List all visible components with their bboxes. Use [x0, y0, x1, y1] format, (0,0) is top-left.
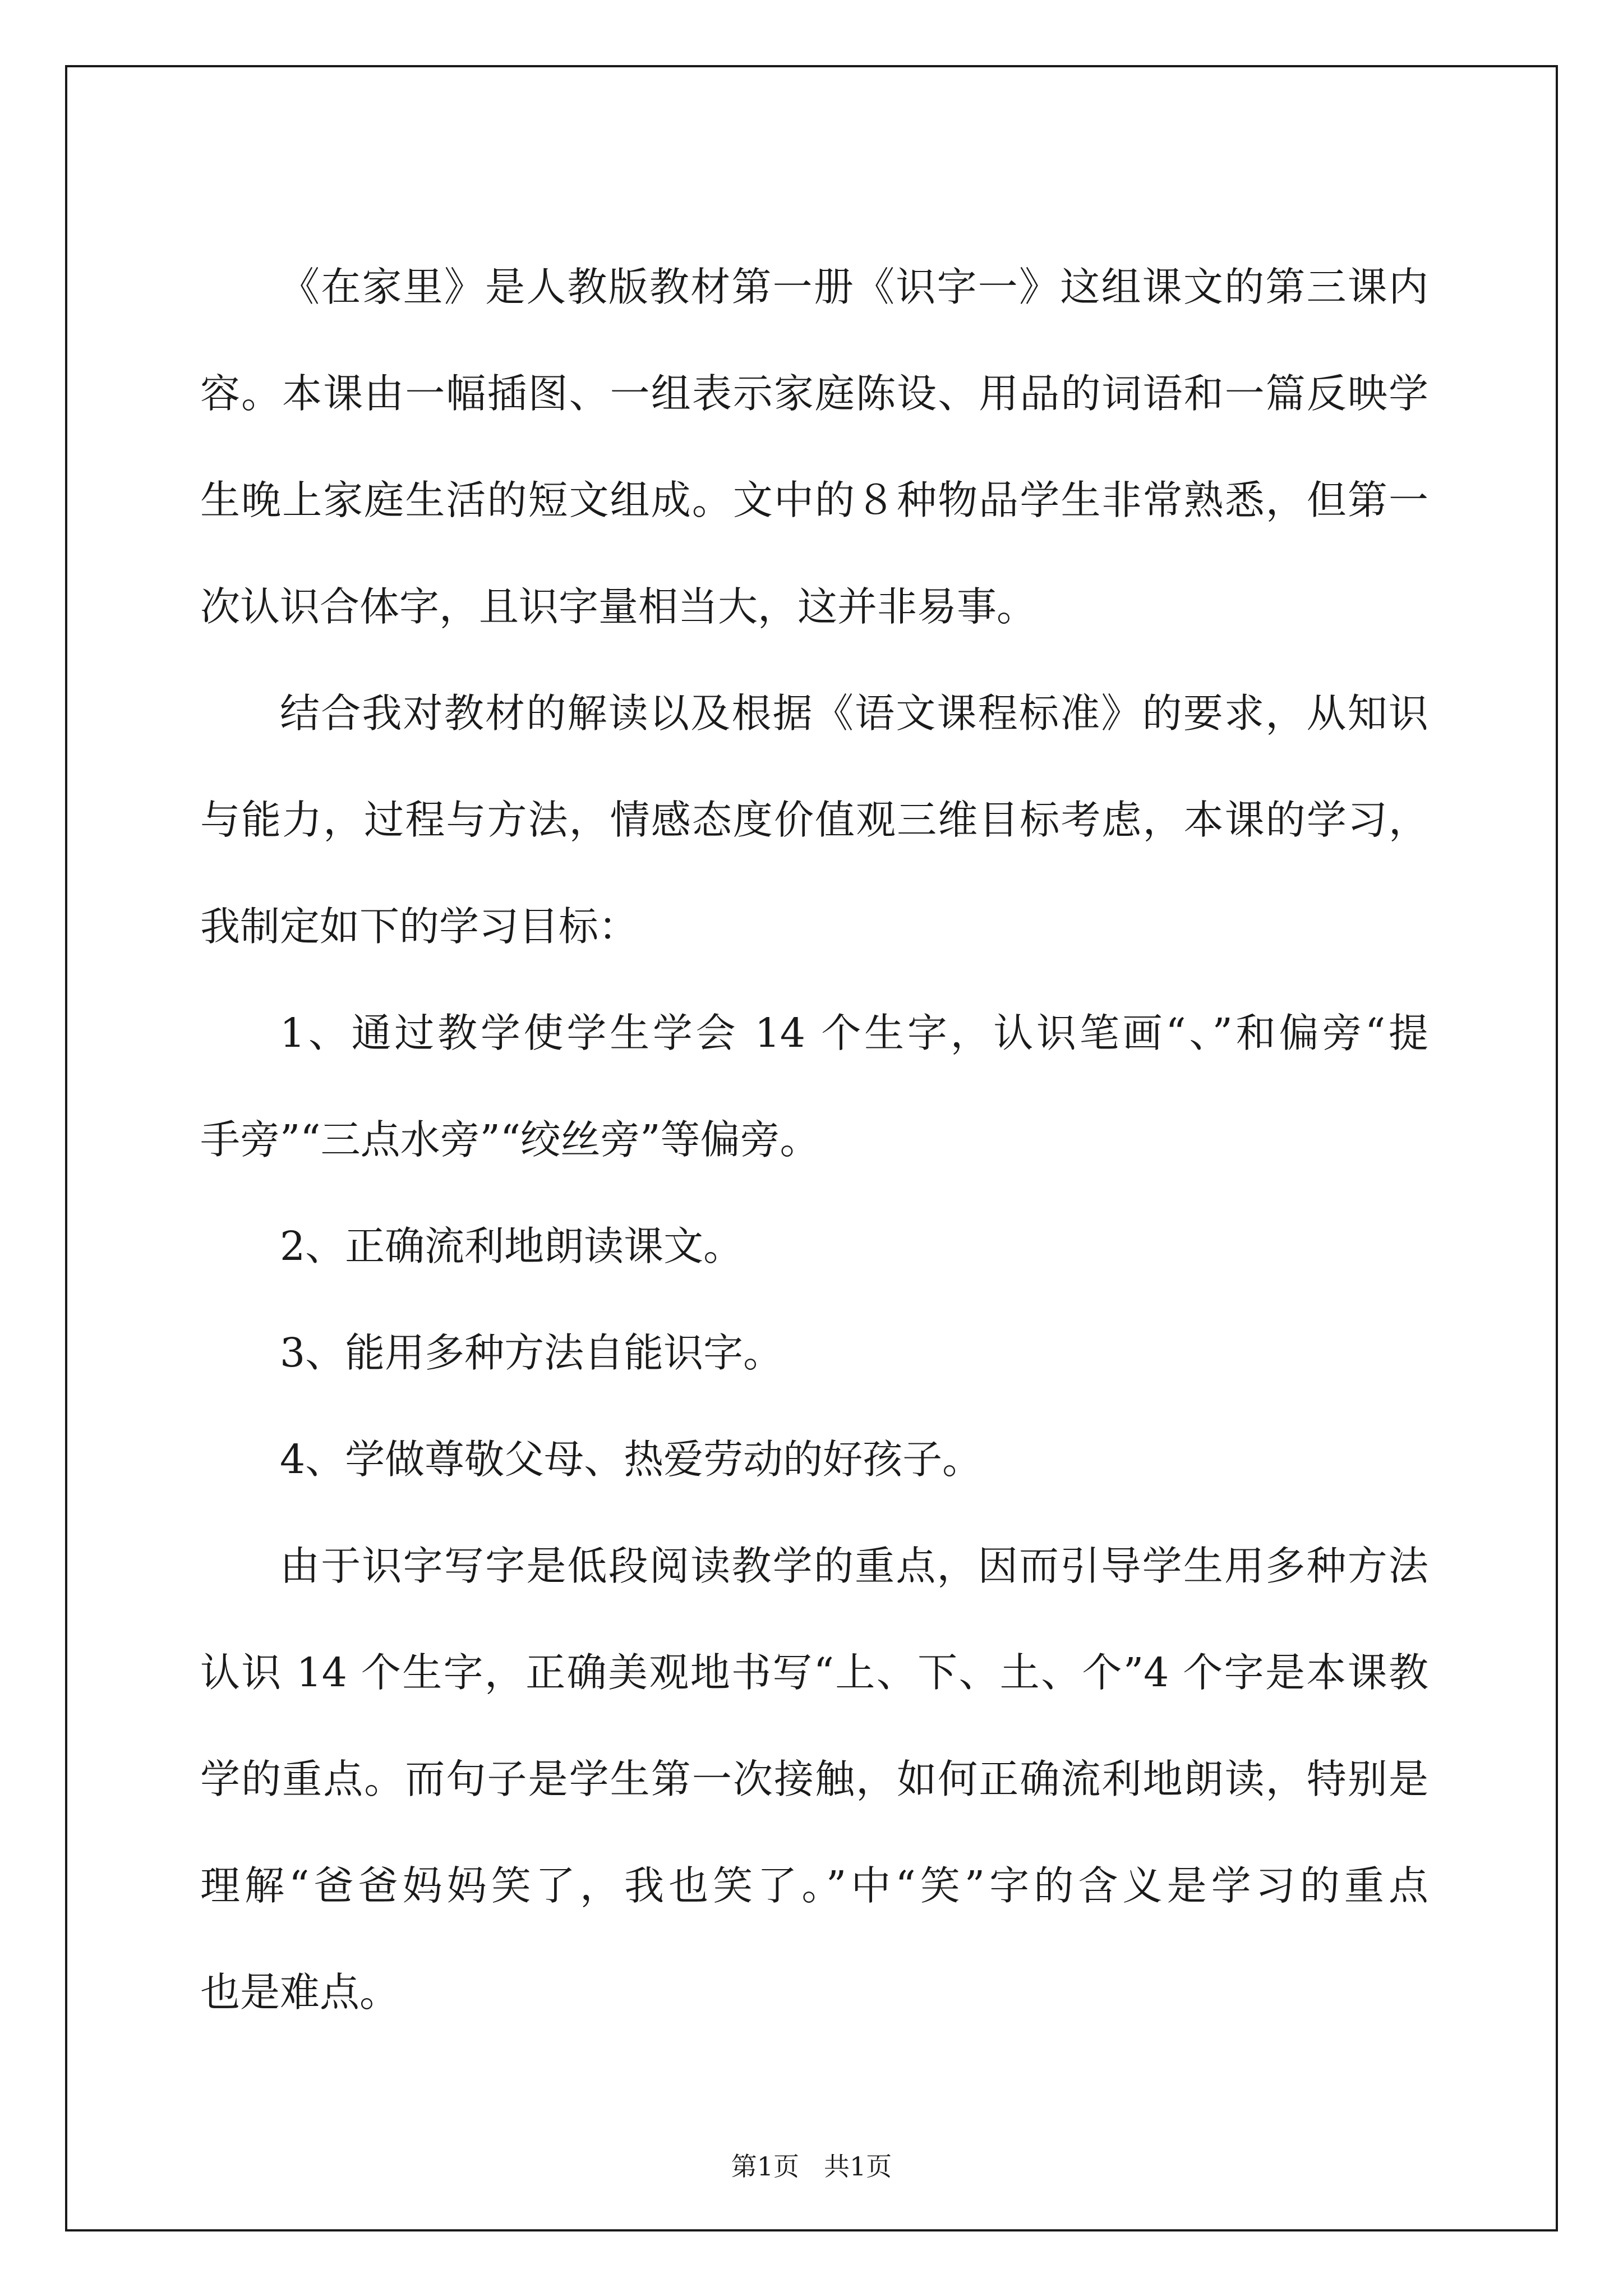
paragraph-line: 3、能用多种方法自能识字。 [280, 1329, 783, 1376]
paragraph-line: 与能力，过程与方法，情感态度价值观三维目标考虑，本课的学习， [200, 797, 1428, 843]
paragraph-line: 认识 14 个生字，正确美观地书写“上、下、土、个”4 个字是本课教 [200, 1649, 1428, 1696]
page-footer [67, 2150, 1556, 2183]
paragraph-line: 我制定如下的学习目标： [200, 903, 639, 950]
paragraph-line: 学的重点。而句子是学生第一次接触，如何正确流利地朗读，特别是 [200, 1756, 1428, 1802]
paragraph-line: 2、正确流利地朗读课文。 [280, 1223, 744, 1269]
document-body [200, 234, 1428, 2046]
paragraph-line: 次认识合体字，且识字量相当大，这并非易事。 [200, 583, 1037, 630]
paragraph-line: 结合我对教材的解读以及根据《语文课程标准》的要求，从知识 [280, 690, 1428, 737]
paragraph-line: 手旁”“三点水旁”“绞丝旁”等偏旁。 [200, 1116, 820, 1163]
paragraph-line: 1、通过教学使学生学会 14 个生字，认识笔画“、”和偏旁“提 [280, 1010, 1428, 1056]
paragraph-line: 容。本课由一幅插图、一组表示家庭陈设、用品的词语和一篇反映学 [200, 370, 1428, 417]
paragraph-line: 《在家里》是人教版教材第一册《识字一》这组课文的第三课内 [280, 264, 1428, 310]
paragraph-line: 4、学做尊敬父母、热爱劳动的好孩子。 [280, 1436, 983, 1483]
paragraph-line: 生晚上家庭生活的短文组成。文中的８种物品学生非常熟悉，但第一 [200, 477, 1428, 523]
document-page [65, 65, 1558, 2231]
page-total: 共1页 [823, 2151, 892, 2182]
page-number: 第1页 [731, 2151, 800, 2182]
paragraph-line: 由于识字写字是低段阅读教学的重点，因而引导学生用多种方法 [280, 1543, 1428, 1589]
paragraph-line: 理解“爸爸妈妈笑了，我也笑了。”中“笑”字的含义是学习的重点 [200, 1862, 1428, 1909]
paragraph-line: 也是难点。 [200, 1969, 400, 2016]
